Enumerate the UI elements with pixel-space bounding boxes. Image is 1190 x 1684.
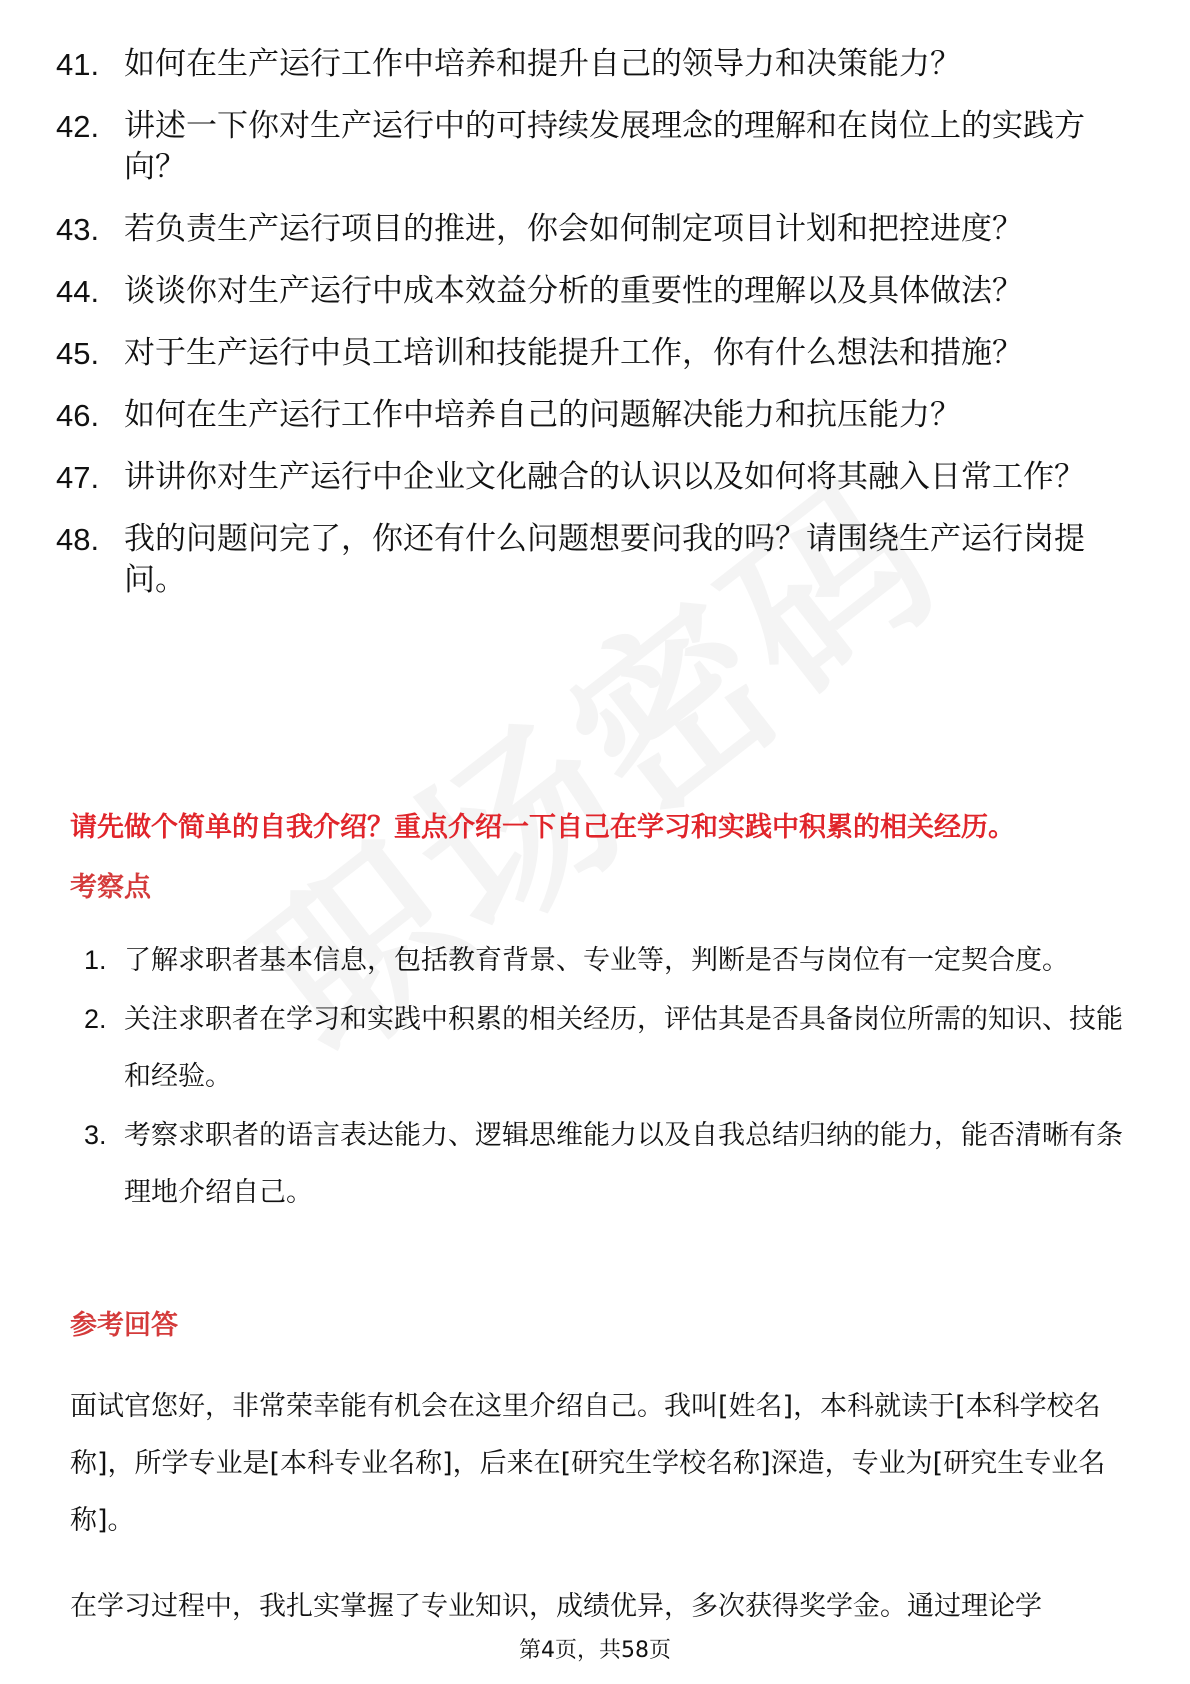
question-text: 如何在生产运行工作中培养和提升自己的领导力和决策能力？ bbox=[124, 46, 961, 82]
list-item bbox=[56, 395, 1116, 436]
list-item bbox=[84, 1107, 1134, 1221]
point-text: 了解求职者基本信息，包括教育背景、专业等，判断是否与岗位有一定契合度。 bbox=[124, 945, 1069, 976]
question-number: 44. bbox=[56, 274, 100, 309]
list-item bbox=[84, 932, 1134, 989]
list-item bbox=[56, 519, 1116, 601]
list-item bbox=[56, 271, 1116, 312]
question-heading: 请先做个简单的自我介绍？重点介绍一下自己在学习和实践中积累的相关经历。 bbox=[70, 812, 1015, 843]
question-text: 如何在生产运行工作中培养自己的问题解决能力和抗压能力？ bbox=[124, 397, 961, 433]
list-item bbox=[84, 991, 1134, 1105]
question-text: 我的问题问完了，你还有什么问题想要问我的吗？请围绕生产运行岗提问。 bbox=[124, 521, 1085, 598]
question-list bbox=[56, 44, 1116, 622]
list-item bbox=[56, 457, 1116, 498]
reference-paragraph: 在学习过程中，我扎实掌握了专业知识，成绩优异，多次获得奖学金。通过理论学 bbox=[70, 1591, 1042, 1622]
list-item bbox=[56, 106, 1116, 188]
point-text: 关注求职者在学习和实践中积累的相关经历，评估其是否具备岗位所需的知识、技能和经验。 bbox=[124, 1004, 1123, 1092]
question-text: 若负责生产运行项目的推进，你会如何制定项目计划和把控进度？ bbox=[124, 211, 1023, 247]
reference-title: 参考回答 bbox=[70, 1310, 178, 1341]
reference-paragraph: 面试官您好，非常荣幸能有机会在这里介绍自己。我叫[姓名]，本科就读于[本科学校名称]，所学专业是[本科专业名称]，后来在[研究生学校名称]深造，专业为[研究生专业名称]。 bbox=[70, 1391, 1106, 1536]
question-number: 45. bbox=[56, 336, 100, 371]
point-number: 2. bbox=[84, 1004, 107, 1034]
question-number: 48. bbox=[56, 522, 100, 557]
question-number: 41. bbox=[56, 47, 100, 82]
question-text: 对于生产运行中员工培训和技能提升工作，你有什么想法和措施？ bbox=[124, 335, 1023, 371]
question-number: 43. bbox=[56, 212, 100, 247]
assessment-title: 考察点 bbox=[70, 872, 151, 903]
point-text: 考察求职者的语言表达能力、逻辑思维能力以及自我总结归纳的能力，能否清晰有条理地介绍自己。 bbox=[124, 1120, 1123, 1208]
point-number: 1. bbox=[84, 945, 107, 975]
question-number: 42. bbox=[56, 109, 100, 144]
question-text: 讲讲你对生产运行中企业文化融合的认识以及如何将其融入日常工作？ bbox=[124, 459, 1085, 495]
list-item bbox=[56, 44, 1116, 85]
list-item bbox=[56, 209, 1116, 250]
assessment-points bbox=[84, 932, 1134, 1223]
question-number: 46. bbox=[56, 398, 100, 433]
question-text: 讲述一下你对生产运行中的可持续发展理念的理解和在岗位上的实践方向？ bbox=[124, 108, 1085, 185]
question-text: 谈谈你对生产运行中成本效益分析的重要性的理解以及具体做法？ bbox=[124, 273, 1023, 309]
list-item bbox=[56, 333, 1116, 374]
question-number: 47. bbox=[56, 460, 100, 495]
page-number-footer: 第4页，共58页 bbox=[519, 1638, 671, 1663]
point-number: 3. bbox=[84, 1120, 107, 1150]
